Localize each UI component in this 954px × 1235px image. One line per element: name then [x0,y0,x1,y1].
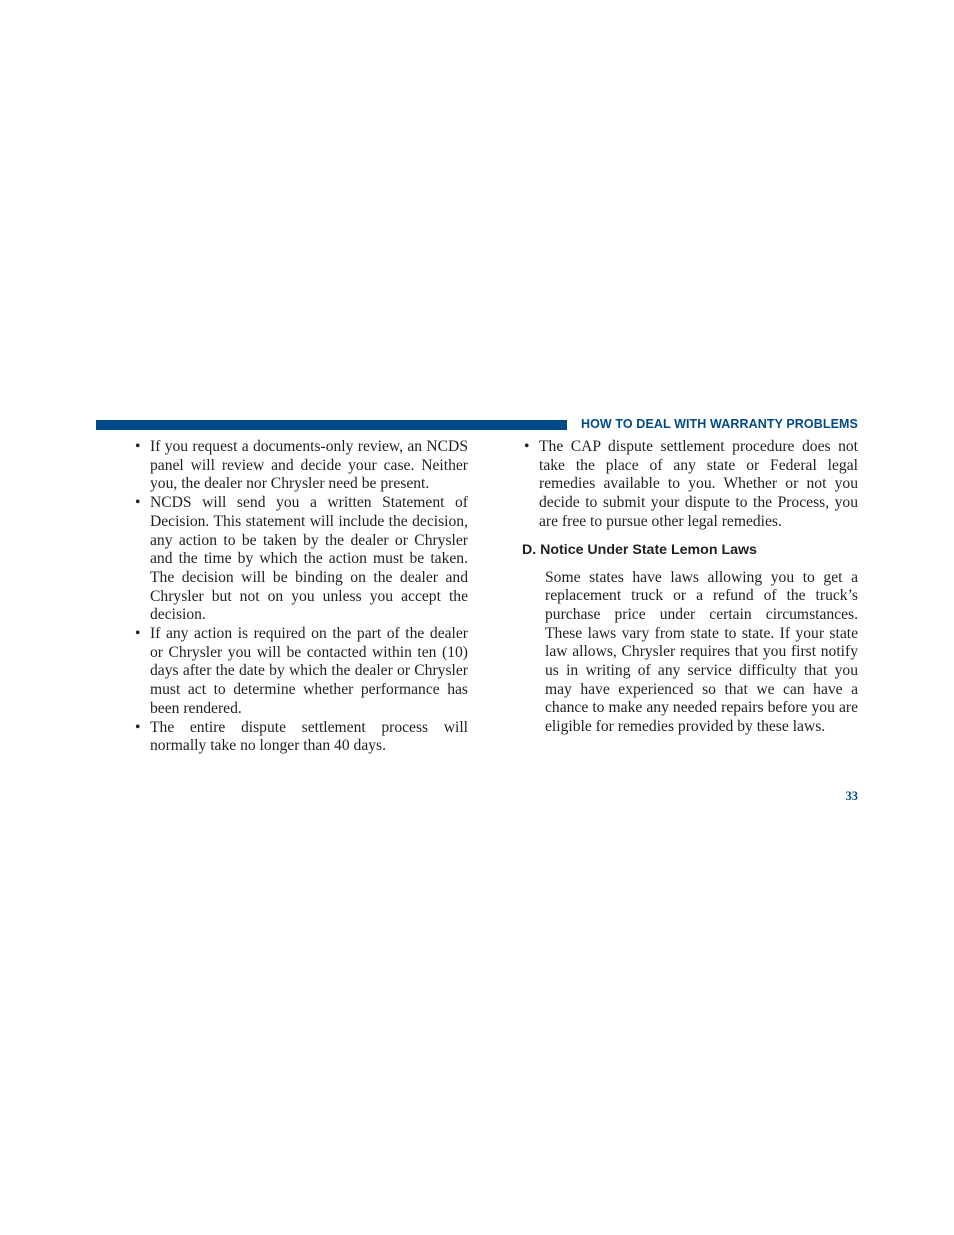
bullet-item: • If you request a documents-only review, an NCDS panel will review and decide your case. Neither you, the dealer nor Chrysler need be present. [150,438,468,494]
right-column [522,438,858,737]
header-bar [96,420,567,430]
bullet-item: • The entire dispute settlement process will normally take no longer than 40 days. [150,719,468,756]
section-header-title: HOW TO DEAL WITH WARRANTY PROBLEMS [580,417,858,431]
left-bullet-list [150,438,468,756]
right-bullet-list [539,438,858,532]
section-heading: D. Notice Under State Lemon Laws [522,541,757,558]
bullet-item: • The CAP dispute settlement procedure does not take the place of any state or Federal legal remedies available to you. Whether or not you decide to submit your dispute to the Process, you are free to pursue other legal remedies. [539,438,858,532]
bullet-item: • NCDS will send you a written Statement of Decision. This statement will include the decision, any action to be taken by the dealer or Chrysler and the time by which the action must be taken. The decision will be binding on the dealer and Chrysler but not on you unless you accept the decision. [150,494,468,625]
page-number: 33 [845,789,858,803]
left-column [150,438,468,756]
section-paragraph: Some states have laws allowing you to get a replacement truck or a refund of the truck’s purchase price under certain circumstances. These laws vary from state to state. If your state law allows, Chrysler requires that you first notify us in writing of any service difficulty that you may have experienced so that we can have a chance to make any needed repairs before you are eligible for remedies provided by these laws. [545,568,858,736]
bullet-item: • If any action is required on the part of the dealer or Chrysler you will be contacted within ten (10) days after the date by which the dealer or Chrysler must act to determine whether performance has been rendered. [150,625,468,719]
